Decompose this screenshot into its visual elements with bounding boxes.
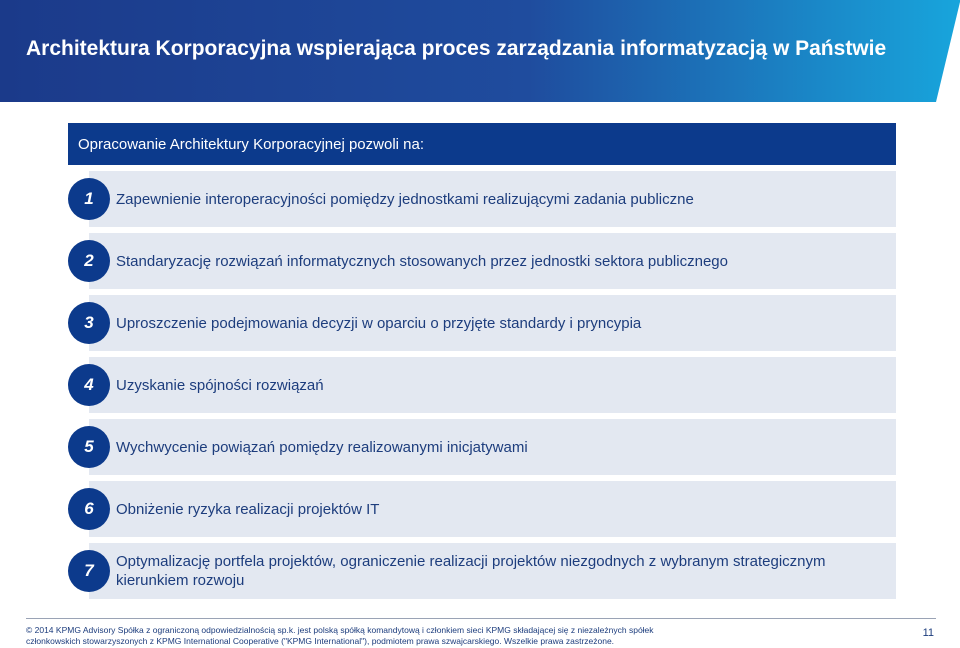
intro-text: Opracowanie Architektury Korporacyjnej pozwoli na: (78, 135, 425, 153)
intro-bar (68, 123, 896, 165)
item-number-badge: 4 (68, 364, 110, 406)
footer-divider (26, 618, 936, 619)
item-number-badge: 2 (68, 240, 110, 282)
item-text: Optymalizację portfela projektów, ograniczenie realizacji projektów niezgodnych z wybranym strategicznym kierunkiem rozwoju (116, 553, 826, 589)
item-text: Zapewnienie interoperacyjności pomiędzy jednostkami realizującymi zadania publiczne (116, 190, 694, 208)
item-number-badge: 7 (68, 550, 110, 592)
item-number-badge: 6 (68, 488, 110, 530)
list-item (68, 233, 896, 289)
list-item (68, 543, 896, 599)
item-number-badge: 5 (68, 426, 110, 468)
list-item (68, 481, 896, 537)
legal-line-1: © 2014 KPMG Advisory Spółka z ograniczoną odpowiedzialnością sp.k. jest polską spółką komandytową i członkiem sieci KPMG składającej się z niezależnych spółek (26, 625, 654, 635)
item-number-badge: 1 (68, 178, 110, 220)
item-text: Uproszczenie podejmowania decyzji w oparciu o przyjęte standardy i pryncypia (116, 314, 642, 332)
item-text: Wychwycenie powiązań pomiędzy realizowanymi inicjatywami (116, 438, 528, 456)
item-text: Obniżenie ryzyka realizacji projektów IT (116, 500, 380, 518)
list-item (68, 295, 896, 351)
footer-legal-notice (26, 625, 654, 647)
page-title: Architektura Korporacyjna wspierająca proces zarządzania informatyzacją w Państwie (26, 37, 887, 60)
page-number: 11 (922, 627, 934, 639)
item-number-badge: 3 (68, 302, 110, 344)
legal-line-2: członkowskich stowarzyszonych z KPMG International Cooperative ("KPMG International"), podmiotem prawa szwajcarskiego. Wszelkie prawa zastrzeżone. (26, 636, 615, 646)
item-text: Uzyskanie spójności rozwiązań (116, 376, 324, 394)
list-item (68, 419, 896, 475)
list-item (68, 357, 896, 413)
list-item (68, 171, 896, 227)
item-text: Standaryzację rozwiązań informatycznych stosowanych przez jednostki sektora publicznego (116, 252, 728, 270)
header-banner (0, 0, 960, 102)
